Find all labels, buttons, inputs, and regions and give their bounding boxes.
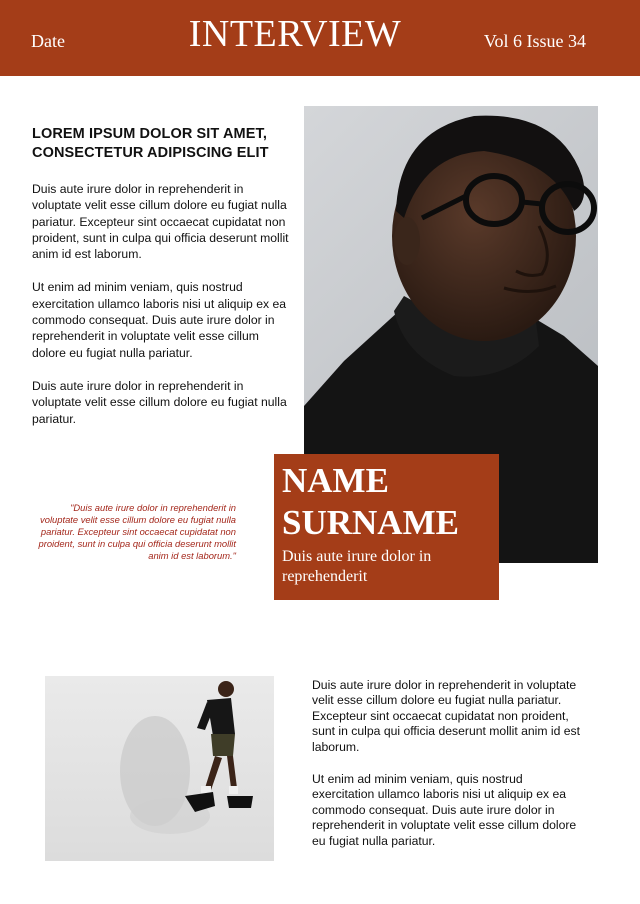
article-headline — [32, 125, 292, 163]
name-subtitle: Duis aute irure dolor in reprehenderit — [282, 548, 432, 585]
pull-quote: "Duis aute irure dolor in reprehenderit in voluptate velit esse cillum dolore eu fugiat nulla pariatur. Excepteur sint occaecat cupidatat non proident, sunt in culpa qui officia deserunt mollit anim id est laborum." — [38, 502, 236, 562]
issue-number: Vol 6 Issue 34 — [483, 31, 586, 51]
paragraph: Duis aute irure dolor in reprehenderit in voluptate velit esse cillum dolore eu fugiat nulla pariatur. — [32, 378, 287, 426]
left-column — [32, 181, 294, 444]
masthead — [0, 0, 640, 76]
headline-line-1: LOREM IPSUM DOLOR SIT AMET, — [32, 126, 267, 142]
paragraph: Ut enim ad minim veniam, quis nostrud exercitation ullamco laboris nisi ut aliquip ex ea commodo consequat. Duis aute irure dolor in reprehenderit in voluptate velit esse cillum dolore eu fugiat nulla pariatur. — [32, 280, 287, 360]
name-box — [274, 454, 499, 600]
right-column — [312, 678, 588, 866]
interviewee-name: NAME — [282, 461, 389, 500]
paragraph: Ut enim ad minim veniam, quis nostrud exercitation ullamco laboris nisi ut aliquip ex ea commodo consequat. Duis aute irure dolor in reprehenderit in voluptate velit esse cillum dolore eu fugiat nulla pariatur. — [312, 772, 577, 848]
magazine-title: INTERVIEW — [188, 13, 402, 55]
interviewee-surname: SURNAME — [282, 503, 459, 542]
paragraph: Duis aute irure dolor in reprehenderit in voluptate velit esse cillum dolore eu fugiat nulla pariatur. Excepteur sint occaecat cupidatat non proident, sunt in culpa qui officia deserunt mollit anim id est laborum. — [32, 182, 289, 262]
headline-line-2: CONSECTETUR ADIPISCING ELIT — [32, 145, 269, 161]
paragraph: Duis aute irure dolor in reprehenderit in voluptate velit esse cillum dolore eu fugiat nulla pariatur. Excepteur sint occaecat cupidatat non proident, sunt in culpa qui officia deserunt mollit anim id est laborum. — [312, 678, 581, 754]
action-photo — [45, 676, 274, 861]
action-photo-illustration — [45, 676, 274, 861]
issue-date: Date — [31, 31, 65, 51]
